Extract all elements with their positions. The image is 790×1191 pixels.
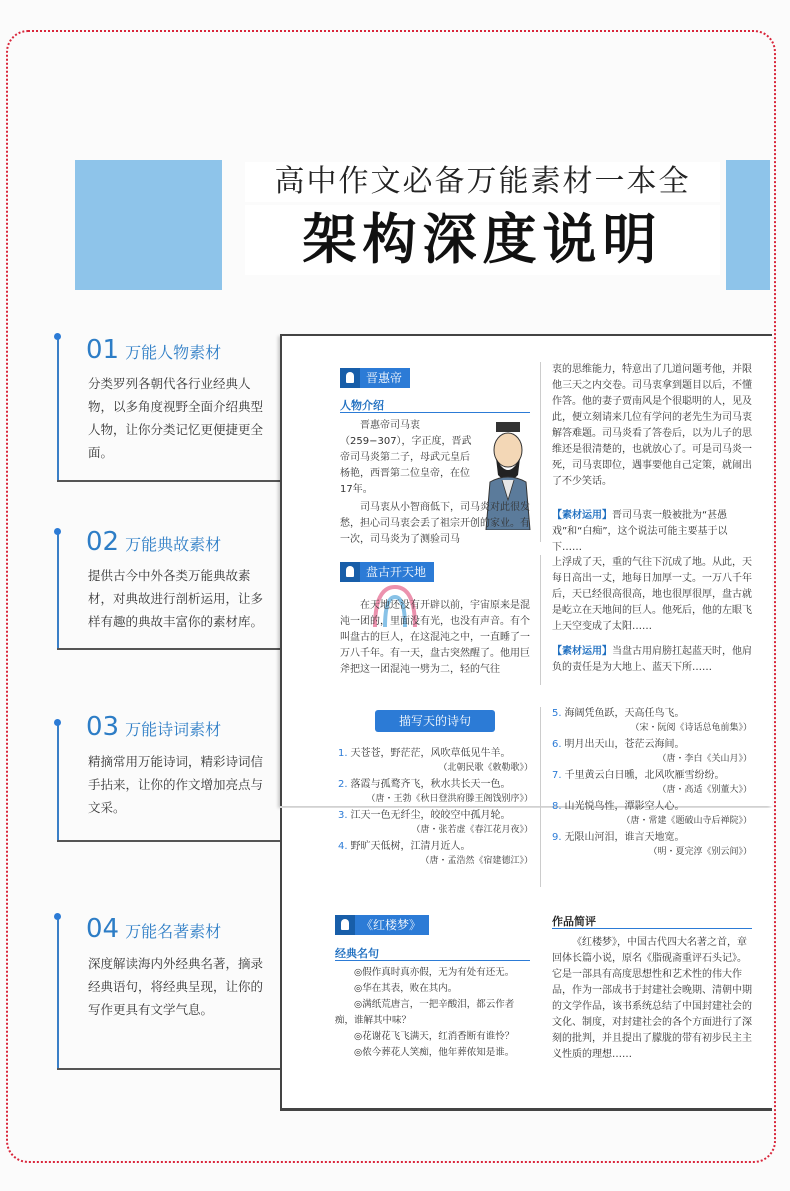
category-heading-1: [86, 335, 221, 365]
poem-item: 9. 无限山河泪，谁言天地宽。 （明・夏完淳《别云间》）: [552, 832, 752, 857]
person-intro-text: 晋惠帝司马衷（259−307），字正度，晋武帝司马炎第二子，母武元皇后杨艳，西晋第二位皇帝，在位17年。: [340, 420, 472, 495]
connector-line: [57, 648, 292, 650]
category-label: 万能典故素材: [125, 535, 222, 554]
quote-item: ◎侬今葬花人笑痴，他年葬侬知是谁。: [354, 1047, 515, 1058]
story-right-text: 上浮成了天，重的气往下沉成了地。从此，天每日高出一丈，地每日加厚一丈。一万八千年后，天已经很高很高，地也很厚很厚，盘古就是屹立在天地间的巨人。他死后，他的左眼飞上天空变成了太阳……: [552, 557, 752, 632]
column-divider: [540, 707, 541, 887]
person-right-text: 衷的思维能力，特意出了几道问题考他，并限他三天之内交卷。司马衷拿到题目以后，不懂作答。他的妻子贾南风是个很聪明的人，见及此，便立刻请来几位有学问的老先生为司马衷解答难题。司马炎看了答卷后，以为儿子的思维还是很清楚的，也就放心了。可是司马炎一死，司马衷即位，遇事要他自己定策，就闹出了不少笑话。: [552, 364, 752, 487]
connector-line: [57, 1068, 292, 1070]
decorative-blue-block-left: [75, 160, 222, 290]
category-heading-2: [86, 527, 221, 557]
book-icon: [335, 915, 355, 935]
column-divider: [540, 555, 541, 685]
quote-item: ◎假作真时真亦假，无为有处有还无。: [354, 967, 515, 978]
timeline-dot: [54, 333, 61, 340]
category-heading-3: [86, 712, 221, 742]
page-subtitle: 高中作文必备万能素材一本全: [245, 162, 720, 202]
review-heading: 作品简评: [552, 915, 596, 928]
intro-heading: 人物介绍: [340, 399, 384, 412]
column-divider: [540, 362, 541, 542]
category-number: 01: [86, 335, 120, 365]
story-left-text: 在天地还没有开辟以前，宇宙原来是混沌一团的，里面没有光，也没有声音。有个叫盘古的巨人，在这混沌之中，一直睡了一万八千年。有一天，盘古突然醒了。他用巨斧把这一团混沌一劈为二，轻的气往: [340, 600, 530, 675]
category-description-4: 深度解读海内外经典名著，摘录经典语句，将经典呈现，让你的写作更具有文学气息。: [88, 956, 264, 1017]
person-usage: 【素材运用】晋司马衷一般被批为“甚愚戏”和“白痴”，这个说法可能主要基于以下……: [552, 510, 728, 553]
quotes-list: [335, 965, 530, 1061]
section-tag-label: 《红楼梦》: [361, 918, 422, 932]
poem-item: 4. 野旷天低树，江清月近人。 （唐・孟浩然《宿建德江》）: [338, 841, 533, 866]
person-icon: [340, 368, 360, 388]
category-number: 04: [86, 914, 120, 944]
poem-item: 8. 山光悦鸟性，潭影空人心。 （唐・常建《题破山寺后禅院》）: [552, 801, 752, 826]
timeline-line-1: [57, 336, 59, 481]
page-title: 架构深度说明: [245, 205, 720, 275]
poem-section-title: 描写天的诗句: [375, 710, 495, 732]
category-label: 万能名著素材: [125, 922, 222, 941]
timeline-line-3: [57, 722, 59, 840]
timeline-dot: [54, 719, 61, 726]
category-heading-4: [86, 914, 221, 944]
heading-underline: [340, 412, 530, 413]
quote-item: ◎华在其表，败在其内。: [354, 983, 458, 994]
poem-list-right: [552, 707, 752, 862]
section-tag-novel: [335, 915, 429, 935]
section-tag-person: [340, 368, 410, 388]
category-description-3: 精摘常用万能诗词，精彩诗词信手拈来，让你的作文增加亮点与文采。: [88, 754, 264, 815]
quote-item: ◎花谢花飞飞满天，红消香断有谁怜？: [354, 1031, 515, 1042]
poem-item: 3. 江天一色无纤尘，皎皎空中孤月轮。 （唐・张若虚《春江花月夜》）: [338, 810, 533, 835]
category-label: 万能诗词素材: [125, 720, 222, 739]
heading-underline: [552, 928, 752, 929]
quote-item: ◎满纸荒唐言，一把辛酸泪，都云作者痴，谁解其中味？: [335, 999, 515, 1026]
story-usage: 【素材运用】当盘古用肩膀扛起蓝天时，他肩负的责任是为大地上、蓝天下所……: [552, 646, 752, 673]
poem-item: 6. 明月出天山，苍茫云海间。 （唐・李白《关山月》）: [552, 739, 752, 764]
heading-underline: [335, 960, 530, 961]
category-label: 万能人物素材: [125, 343, 222, 362]
section-tag-label: 盘古开天地: [366, 565, 427, 579]
poem-list-left: [338, 747, 533, 871]
person-text-2: 司马衷从小智商低下，司马炎对此很发愁，担心司马衷会丢了祖宗开创的家业。有一次，司马炎为了测验司马: [340, 502, 530, 545]
connector-line: [57, 480, 292, 482]
connector-line: [57, 840, 292, 842]
category-number: 03: [86, 712, 120, 742]
timeline-dot: [54, 528, 61, 535]
quotes-heading: 经典名句: [335, 947, 379, 960]
category-description-1: 分类罗列各朝代各行业经典人物，以多角度视野全面介绍典型人物，让你分类记忆更便捷更全面。: [88, 376, 264, 460]
section-tag-story: [340, 562, 434, 582]
timeline-line-2: [57, 530, 59, 648]
review-text: 《红楼梦》，中国古代四大名著之首，章回体长篇小说，原名《脂砚斋重评石头记》。它是一部具有高度思想性和艺术性的伟大作品，作为一部成书于封建社会晚期、清朝中期的文学作品，该书系统总结了中国封建社会的文化、制度，对封建社会的各个方面进行了深刻的批判，并且提出了朦胧的带有初步民主主义性质的理想……: [552, 937, 752, 1060]
poem-item: 2. 落霞与孤鹜齐飞，秋水共长天一色。 （唐・王勃《秋日登洪府滕王阁饯别序》）: [338, 779, 533, 804]
poem-item: 7. 千里黄云白日曛，北风吹雁雪纷纷。 （唐・高适《别董大》）: [552, 770, 752, 795]
category-description-2: 提供古今中外各类万能典故素材，对典故进行剖析运用，让多样有趣的典故丰富你的素材库。: [88, 568, 264, 629]
poem-item: 5. 海阔凭鱼跃，天高任鸟飞。 （宋・阮阅《诗话总龟前集》）: [552, 708, 752, 733]
timeline-line-4: [57, 917, 59, 1069]
person-icon: [340, 562, 360, 582]
section-tag-label: 晋惠帝: [366, 371, 403, 385]
timeline-dot: [54, 913, 61, 920]
category-number: 02: [86, 527, 120, 557]
decorative-blue-block-right: [726, 160, 770, 290]
poem-item: 1. 天苍苍，野茫茫，风吹草低见牛羊。 （北朝民歌《敕勒歌》）: [338, 748, 533, 773]
